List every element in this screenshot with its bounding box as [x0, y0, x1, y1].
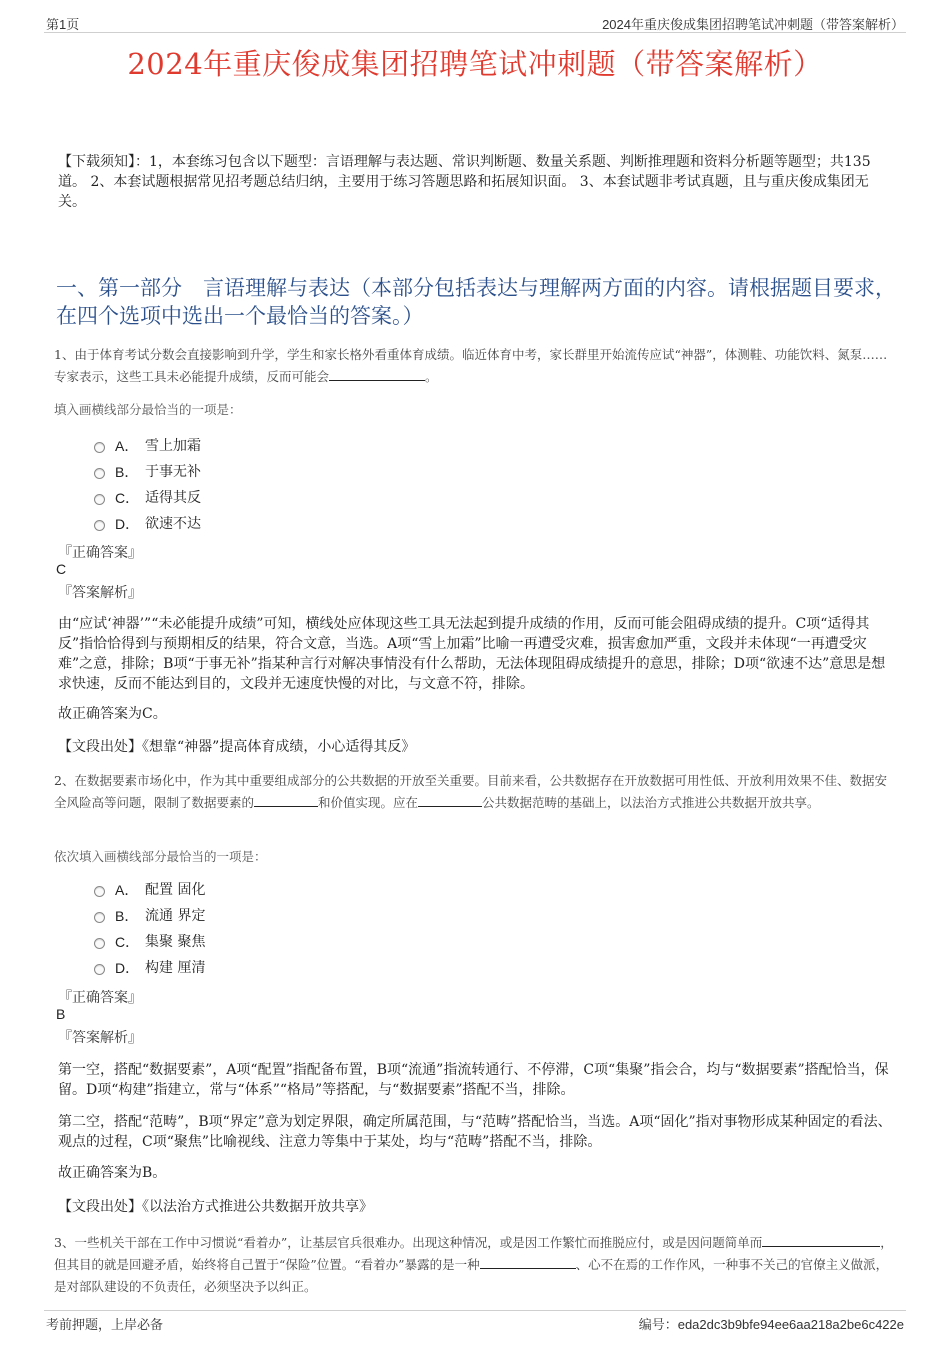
correct-answer-label: 『正确答案』: [58, 545, 142, 561]
question-1-options: [94, 433, 201, 537]
analysis-paragraph: 由“应试‘神器’”“未必能提升成绩”可知，横线处应体现这些工具无法起到提升成绩的作用，反而可能会阻碍成绩的提升。C项“适得其反”指恰恰得到与预期相反的结果，符合文意，当选。A项“雪上加霜”比喻一再遭受灾难，损害愈加严重，文段并未体现“一再遭受灾难”之意，排除；B项“于事无补”指某种言行对解决事情没有什么帮助，无法体现阻碍成绩提升的意思，排除；D项“欲速不达”意思是想求快速，反而不能达到目的，文段并无速度快慢的对比，与文意不符，排除。: [58, 616, 886, 692]
passage-source: 【文段出处】《想靠“神器”提高体育成绩，小心适得其反》: [58, 739, 416, 755]
question-3-stem-mid: ，但其目的就是回避矛盾，始终将自己置于“保险”位置。“看着办”暴露的是一种: [54, 1235, 893, 1272]
question-2-options: [94, 877, 205, 981]
header-page-number: 第1页: [46, 17, 80, 32]
question-3-stem: [54, 1232, 896, 1298]
answer-blank: [329, 366, 425, 381]
analysis-paragraph: 第一空，搭配“数据要素”，A项“配置”指配备布置，B项“流通”指流转通行、不停滞，C项“集聚”指会合，均与“数据要素”搭配恰当，保留。D项“构建”指建立，常与“体系”“格局”等搭配，与“数据要素”搭配不当，排除。: [58, 1062, 889, 1098]
radio-icon[interactable]: [94, 520, 105, 531]
correct-answer: C: [56, 561, 67, 577]
option-a[interactable]: A． 雪上加霜: [94, 433, 201, 459]
correct-answer: B: [56, 1006, 66, 1022]
header-doc-name: 2024年重庆俊成集团招聘笔试冲刺题（带答案解析）: [602, 17, 904, 32]
correct-answer-label: 『正确答案』: [58, 990, 142, 1006]
footer-code-label: 编号：: [638, 1317, 678, 1332]
radio-icon[interactable]: [94, 912, 105, 923]
header-divider: [44, 32, 906, 33]
option-d[interactable]: D． 构建 厘清: [94, 955, 205, 981]
question-2-prompt: 依次填入画横线部分最恰当的一项是：: [54, 849, 267, 864]
page-title: 2024年重庆俊成集团招聘笔试冲刺题（带答案解析）: [127, 47, 823, 81]
question-2-stem-mid: 和价值实现。应在: [318, 795, 419, 810]
radio-icon[interactable]: [94, 468, 105, 479]
question-1-prompt: 填入画横线部分最恰当的一项是：: [54, 402, 242, 417]
passage-source: 【文段出处】《以法治方式推进公共数据开放共享》: [58, 1199, 373, 1215]
radio-icon[interactable]: [94, 442, 105, 453]
option-c[interactable]: C． 集聚 聚焦: [94, 929, 205, 955]
section-heading: 一、第一部分 言语理解与表达（本部分包括表达与理解两方面的内容。请根据题目要求，在四个选项中选出一个最恰当的答案。）: [56, 276, 896, 328]
question-3-stem-end: 、心不在焉的工作作风，一种事不关己的官僚主义做派，是对部队建设的不负责任，必须坚决予以纠正。: [54, 1257, 889, 1294]
download-notice: 【下载须知】：1，本套练习包含以下题型：言语理解与表达题、常识判断题、数量关系题、判断推理题和资料分析题等题型；共135道。 2、本套试题根据常见招考题总结归纳，主要用于练习答题思路和拓展知识面。 3、本套试题非考试真题，且与重庆俊成集团无关。: [58, 154, 871, 210]
answer-blank: [762, 1232, 880, 1247]
answer-blank: [418, 792, 482, 807]
radio-icon[interactable]: [94, 964, 105, 975]
question-1-stem: [54, 344, 896, 388]
analysis-conclusion: 故正确答案为B。: [58, 1165, 167, 1181]
analysis-conclusion: 故正确答案为C。: [58, 706, 167, 722]
question-2-stem-end: 公共数据范畴的基础上，以法治方式推进公共数据开放共享。: [482, 795, 820, 810]
answer-blank: [480, 1254, 576, 1269]
question-1-stem-end: 。: [425, 369, 438, 384]
radio-icon[interactable]: [94, 494, 105, 505]
answer-blank: [254, 792, 318, 807]
radio-icon[interactable]: [94, 938, 105, 949]
footer-code: [639, 1314, 904, 1333]
option-d[interactable]: D． 欲速不达: [94, 511, 201, 537]
footer-slogan: 考前押题，上岸必备: [46, 1318, 164, 1333]
question-2-stem-text: 2、在数据要素市场化中，作为其中重要组成部分的公共数据的开放至关重要。目前来看，公共数据存在开放数据可用性低、开放利用效果不佳、数据安全风险高等问题，限制了数据要素的: [54, 773, 887, 810]
footer-divider: [44, 1310, 906, 1311]
question-3-stem-text: 3、一些机关干部在工作中习惯说“看着办”，让基层官兵很难办。出现这种情况，或是因工作繁忙而推脱应付，或是因问题简单而: [54, 1235, 763, 1250]
radio-icon[interactable]: [94, 886, 105, 897]
question-2-stem: [54, 770, 896, 814]
option-b[interactable]: B． 于事无补: [94, 459, 201, 485]
analysis-paragraph: 第二空，搭配“范畴”，B项“界定”意为划定界限，确定所属范围，与“范畴”搭配恰当，当选。A项“固化”指对事物形成某种固定的看法、观点的过程，C项“聚焦”比喻视线、注意力等集中于某处，均与“范畴”搭配不当，排除。: [58, 1114, 892, 1150]
option-a[interactable]: A． 配置 固化: [94, 877, 205, 903]
question-1-stem-text: 1、由于体育考试分数会直接影响到升学，学生和家长格外看重体育成绩。临近体育中考，家长群里开始流传应试“神器”，体测鞋、功能饮料、氮泵……专家表示，这些工具未必能提升成绩，反而可能会: [54, 347, 888, 384]
footer-code-value: eda2dc3b9bfe94ee6aa218a2be6c422e: [677, 1317, 904, 1332]
analysis-label: 『答案解析』: [58, 1030, 142, 1046]
analysis-label: 『答案解析』: [58, 585, 142, 601]
option-c[interactable]: C． 适得其反: [94, 485, 201, 511]
option-b[interactable]: B． 流通 界定: [94, 903, 205, 929]
